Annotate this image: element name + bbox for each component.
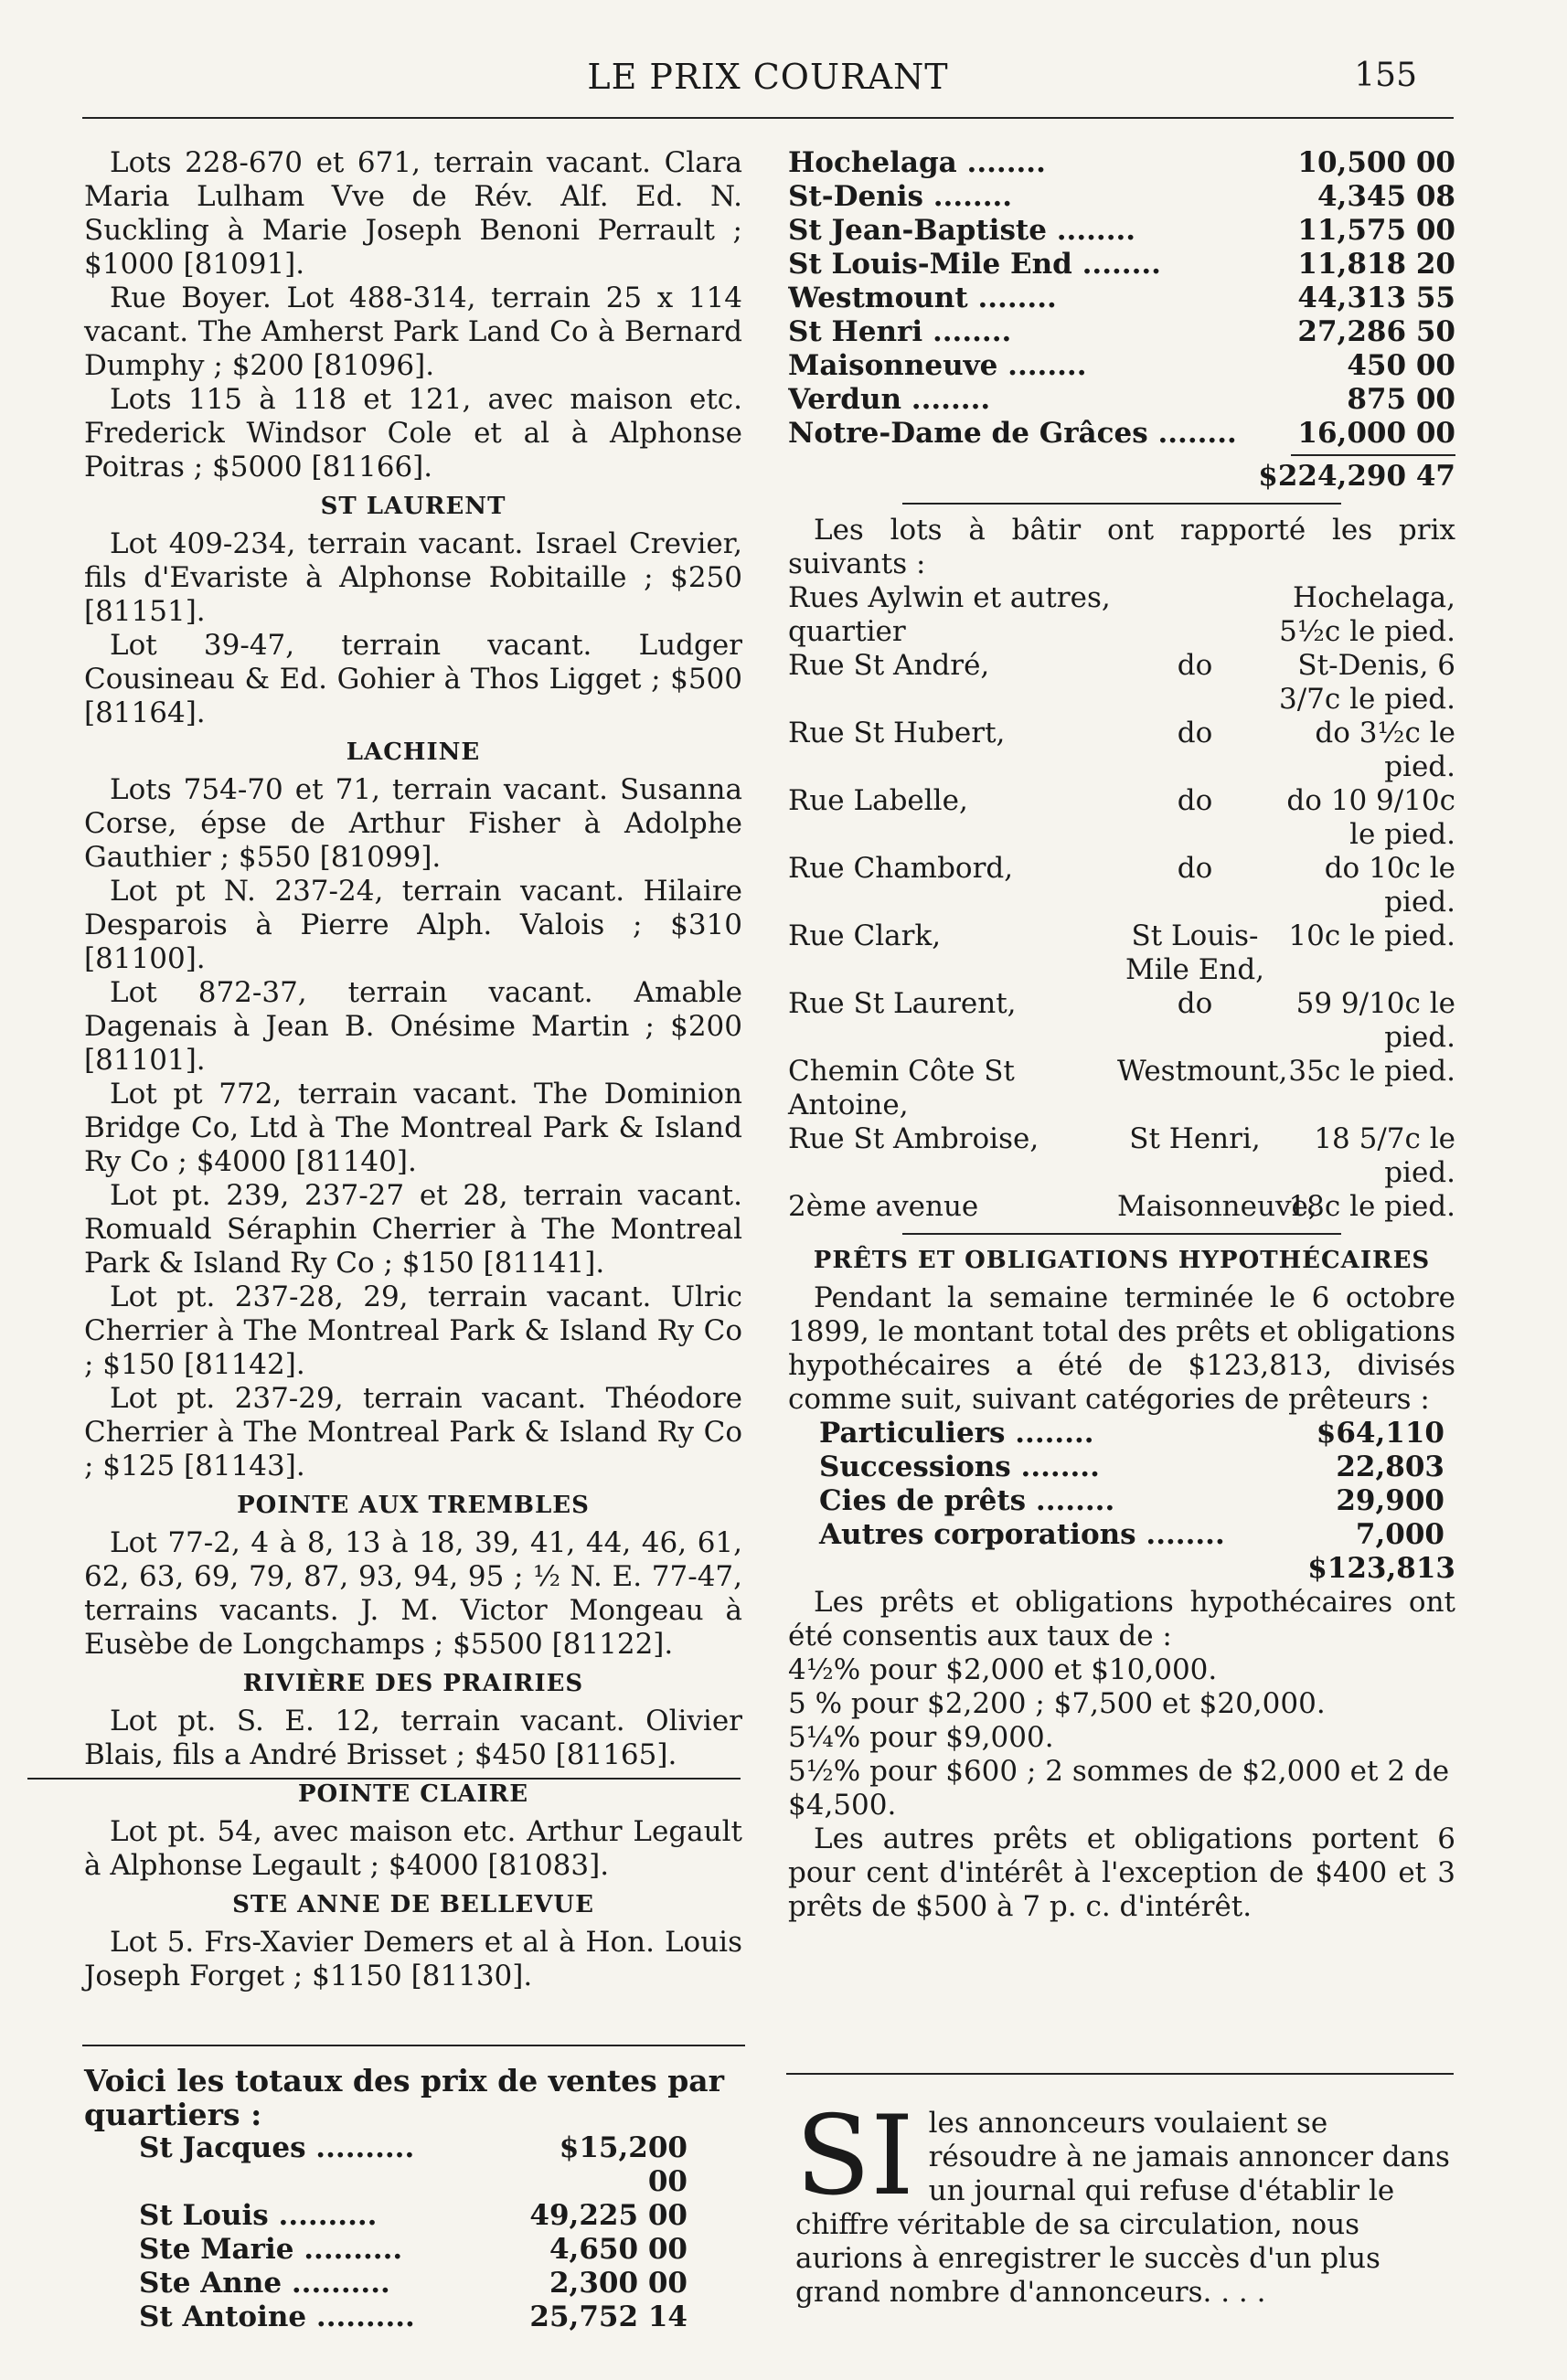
preteur-row — [788, 1484, 1455, 1518]
lot-price: 10c le pied. — [1288, 919, 1455, 952]
quartier-value: 11,818 20 — [1297, 248, 1455, 281]
left-column — [84, 146, 742, 1993]
transaction-entry: Lot 409-234, terrain vacant. Israel Crevier, fils d'Evariste à Alphonse Robitaille ; $250 [81151]. — [84, 527, 742, 628]
totaux-section — [84, 2064, 742, 2334]
taux-list — [788, 1653, 1455, 1822]
quartier-value: 44,313 55 — [1297, 282, 1455, 314]
prets-closing: Les autres prêts et obligations portent 6 pour cent d'intérêt à l'exception de $400 et 3 prêts de $500 à 7 p. c. d'intérêt. — [788, 1822, 1455, 1923]
quartier-value: 875 00 — [1347, 383, 1455, 416]
quartier-row — [788, 383, 1455, 417]
quartier-row — [788, 214, 1455, 248]
lot-street: Rue St André, — [788, 649, 990, 682]
quartier-name: St Henri ........ — [788, 315, 1012, 348]
lot-ward — [1117, 581, 1273, 649]
lot-ward: Maisonneuve, — [1117, 1190, 1317, 1223]
totaux-value: $15,200 00 — [559, 2131, 688, 2198]
preteur-name: Autres corporations ........ — [819, 1518, 1225, 1551]
left-bottom-rule — [82, 2045, 745, 2046]
section-heading: LACHINE — [346, 738, 481, 766]
total-rule — [1291, 454, 1455, 456]
lot-street: Rue St Ambroise, — [788, 1122, 1039, 1155]
transaction-entry: Lot pt. 237-28, 29, terrain vacant. Ulric Cherrier à The Montreal Park & Island Ry Co ; $150 [81142]. — [84, 1280, 742, 1381]
lot-price-row — [788, 987, 1455, 1055]
lot-price-row — [788, 1055, 1455, 1122]
lot-price: do 10 9/10c le pied. — [1286, 784, 1455, 851]
totaux-value: 2,300 00 — [549, 2267, 688, 2300]
section-heading: POINTE CLAIRE — [297, 1780, 529, 1808]
quartier-name: St Louis-Mile End ........ — [788, 248, 1161, 281]
quartier-name: St Jean-Baptiste ........ — [788, 214, 1136, 247]
quartier-value: 10,500 00 — [1297, 146, 1455, 179]
preteur-value: 7,000 — [1355, 1518, 1444, 1551]
lot-price-row — [788, 1190, 1455, 1224]
totaux-row — [84, 2233, 742, 2267]
transaction-entry: Lot pt. 54, avec maison etc. Arthur Legault à Alphonse Legault ; $4000 [81083]. — [84, 1815, 742, 1882]
transaction-entry: Lots 228-670 et 671, terrain vacant. Clara Maria Lulham Vve de Rév. Alf. Ed. N. Suckling à Marie Joseph Benoni Perrault ; $1000 [81091]. — [84, 146, 742, 281]
taux-item: 5 % pour $2,200 ; $7,500 et $20,000. — [788, 1687, 1326, 1720]
lots-intro: Les lots à bâtir ont rapporté les prix suivants : — [788, 514, 1455, 580]
page-number: 155 — [1354, 57, 1417, 94]
transaction-entry: Lot pt. 239, 237-27 et 28, terrain vacant. Romuald Séraphin Cherrier à The Montreal Park & Island Ry Co ; $150 [81141]. — [84, 1179, 742, 1280]
preteur-row — [788, 1417, 1455, 1450]
preteur-name: Cies de prêts ........ — [819, 1484, 1115, 1517]
lot-price-row — [788, 784, 1455, 852]
lot-price: 18c le pied. — [1288, 1190, 1455, 1223]
transaction-entry: Lot pt 772, terrain vacant. The Dominion Bridge Co, Ltd à The Montreal Park & Island Ry Co ; $4000 [81140]. — [84, 1078, 742, 1178]
lot-price: 35c le pied. — [1288, 1055, 1455, 1088]
divider — [902, 1233, 1341, 1235]
lot-street: Chemin Côte St Antoine, — [788, 1055, 1015, 1121]
ad-text: les annonceurs voulaient se résoudre à ne jamais annoncer dans un journal qui refuse d'établir le chiffre véritable de sa circulation, nous aurions à enregistrer le succès d'un plus grand nombre d'annonceurs. . . . — [795, 2107, 1450, 2309]
transaction-entry: Lot 39-47, terrain vacant. Ludger Cousineau & Ed. Gohier à Thos Ligget ; $500 [81164]. — [84, 629, 742, 729]
quartier-row — [788, 180, 1455, 214]
quartier-value: 16,000 00 — [1297, 417, 1455, 450]
quartier-value: 450 00 — [1347, 349, 1455, 382]
totaux-row — [84, 2267, 742, 2300]
prets-intro: Pendant la semaine terminée le 6 octobre 1899, le montant total des prêts et obligations hypothécaires a été de $123,813, divisés comme suit, suivant catégories de prêteurs : — [788, 1281, 1455, 1416]
preteur-value: $64,110 — [1316, 1417, 1444, 1450]
page-header — [82, 57, 1454, 112]
lot-ward: Westmount, — [1117, 1055, 1288, 1088]
journal-title: LE PRIX COURANT — [587, 57, 949, 97]
totaux-row — [84, 2199, 742, 2233]
quartier-row — [788, 349, 1455, 383]
lot-street: Rue Labelle, — [788, 784, 968, 817]
lot-price-row — [788, 649, 1455, 717]
section-divider — [27, 1778, 741, 1780]
lot-ward: do — [1177, 717, 1213, 749]
lot-ward: St Henri, — [1129, 1122, 1261, 1155]
preteur-value: 29,900 — [1336, 1484, 1444, 1517]
prets-table — [788, 1417, 1455, 1552]
totaux-row — [84, 2131, 742, 2199]
lot-price: do 3½c le pied. — [1315, 717, 1455, 783]
section-heading: POINTE AUX TREMBLES — [237, 1492, 590, 1519]
lot-price: 18 5/7c le pied. — [1314, 1122, 1455, 1189]
lot-ward: do — [1177, 649, 1213, 682]
taux-item: 4½% pour $2,000 et $10,000. — [788, 1653, 1218, 1686]
lot-price: St-Denis, 6 3/7c le pied. — [1278, 649, 1455, 716]
preteur-row — [788, 1518, 1455, 1552]
totaux-table — [84, 2131, 742, 2334]
lot-price-row — [788, 852, 1455, 919]
quartier-name: Verdun ........ — [788, 383, 991, 416]
drop-cap: SI — [795, 2093, 914, 2220]
prets-total: $123,813 — [1307, 1552, 1455, 1585]
lots-table — [788, 581, 1455, 1224]
divider — [902, 503, 1341, 505]
totaux-value: 25,752 14 — [529, 2300, 688, 2333]
transaction-entry: Lot pt. 237-29, terrain vacant. Théodore Cherrier à The Montreal Park & Island Ry Co ; $125 [81143]. — [84, 1382, 742, 1482]
totaux-value: 4,650 00 — [549, 2233, 688, 2266]
lot-ward: do — [1177, 987, 1213, 1020]
quartier-name: Hochelaga ........ — [788, 146, 1046, 179]
quartier-value: 11,575 00 — [1297, 214, 1455, 247]
quartiers-table — [788, 146, 1455, 451]
transaction-entry: Lot 5. Frs-Xavier Demers et al à Hon. Louis Joseph Forget ; $1150 [81130]. — [84, 1926, 742, 1992]
quartier-value: 4,345 08 — [1316, 180, 1455, 213]
totaux-value: 49,225 00 — [529, 2199, 688, 2232]
quartiers-total: $224,290 47 — [1258, 460, 1455, 493]
lot-price-row — [788, 919, 1455, 987]
totaux-name: St Antoine .......... — [139, 2300, 415, 2333]
header-rule — [82, 117, 1454, 119]
section-heading: RIVIÈRE DES PRAIRIES — [242, 1670, 584, 1697]
totaux-name: Ste Marie .......... — [139, 2233, 403, 2266]
transaction-entry: Rue Boyer. Lot 488-314, terrain 25 x 114 vacant. The Amherst Park Land Co à Bernard Dumphy ; $200 [81096]. — [84, 282, 742, 382]
lot-ward: St Louis-Mile End, — [1125, 919, 1265, 986]
quartier-row — [788, 315, 1455, 349]
quartier-row — [788, 248, 1455, 282]
quartier-name: Notre-Dame de Grâces ........ — [788, 417, 1237, 450]
lot-price-row — [788, 581, 1455, 649]
lot-price: 59 9/10c le pied. — [1295, 987, 1455, 1054]
quartier-name: Maisonneuve ........ — [788, 349, 1087, 382]
transaction-entry: Lot pt. S. E. 12, terrain vacant. Olivier Blais, fils a André Brisset ; $450 [81165]. — [84, 1705, 742, 1771]
lot-street: Rue St Laurent, — [788, 987, 1017, 1020]
transaction-entry: Lot pt N. 237-24, terrain vacant. Hilaire Desparois à Pierre Alph. Valois ; $310 [81100]. — [84, 875, 742, 975]
lot-street: Rue Chambord, — [788, 852, 1014, 885]
section-heading: ST LAURENT — [320, 493, 506, 520]
preteur-name: Successions ........ — [819, 1450, 1100, 1483]
quartier-row — [788, 417, 1455, 451]
lot-price: Hochelaga, 5½c le pied. — [1279, 581, 1455, 648]
quartier-value: 27,286 50 — [1297, 315, 1455, 348]
section-heading: STE ANNE DE BELLEVUE — [232, 1891, 594, 1918]
lot-price: do 10c le pied. — [1324, 852, 1455, 919]
right-column — [788, 146, 1455, 1924]
lot-street: Rue Clark, — [788, 919, 942, 952]
quartier-row — [788, 282, 1455, 315]
totaux-name: St Louis .......... — [139, 2199, 378, 2232]
quartier-row — [788, 146, 1455, 180]
taux-item: 5½% pour $600 ; 2 sommes de $2,000 et 2 de $4,500. — [788, 1755, 1450, 1822]
lot-street: 2ème avenue — [788, 1190, 979, 1223]
taux-item: 5¼% pour $9,000. — [788, 1721, 1054, 1754]
lot-street: Rues Aylwin et autres, quartier — [788, 581, 1111, 648]
totaux-name: St Jacques .......... — [139, 2131, 415, 2164]
prets-heading: PRÊTS ET OBLIGATIONS HYPOTHÉCAIRES — [813, 1247, 1431, 1274]
lot-street: Rue St Hubert, — [788, 717, 1006, 749]
totaux-intro: Voici les totaux des prix de ventes par quartiers : — [84, 2063, 725, 2132]
right-bottom-rule — [786, 2073, 1454, 2075]
transaction-entry: Lot 77-2, 4 à 8, 13 à 18, 39, 41, 44, 46, 61, 62, 63, 69, 79, 87, 93, 94, 95 ; ½ N. E. 77-47, terrains vacants. J. M. Victor Mongeau à Eusèbe de Longchamps ; $5500 [81122]. — [84, 1526, 742, 1661]
transaction-entry: Lot 872-37, terrain vacant. Amable Dagenais à Jean B. Onésime Martin ; $200 [81101]. — [84, 976, 742, 1077]
advertisement-notice — [795, 2093, 1454, 2310]
lot-price-row — [788, 717, 1455, 784]
totaux-name: Ste Anne .......... — [139, 2267, 390, 2300]
lot-ward: do — [1177, 852, 1213, 885]
transaction-entry: Lots 115 à 118 et 121, avec maison etc. Frederick Windsor Cole et al à Alphonse Poitras ; $5000 [81166]. — [84, 383, 742, 483]
preteur-name: Particuliers ........ — [819, 1417, 1094, 1450]
lot-ward: do — [1177, 784, 1213, 817]
quartier-name: St-Denis ........ — [788, 180, 1013, 213]
preteur-row — [788, 1450, 1455, 1484]
totaux-row — [84, 2300, 742, 2334]
transaction-entry: Lots 754-70 et 71, terrain vacant. Susanna Corse, épse de Arthur Fisher à Adolphe Gauthier ; $550 [81099]. — [84, 773, 742, 874]
taux-intro: Les prêts et obligations hypothécaires ont été consentis aux taux de : — [788, 1586, 1455, 1652]
preteur-value: 22,803 — [1336, 1450, 1444, 1483]
lot-price-row — [788, 1122, 1455, 1190]
quartier-name: Westmount ........ — [788, 282, 1057, 314]
